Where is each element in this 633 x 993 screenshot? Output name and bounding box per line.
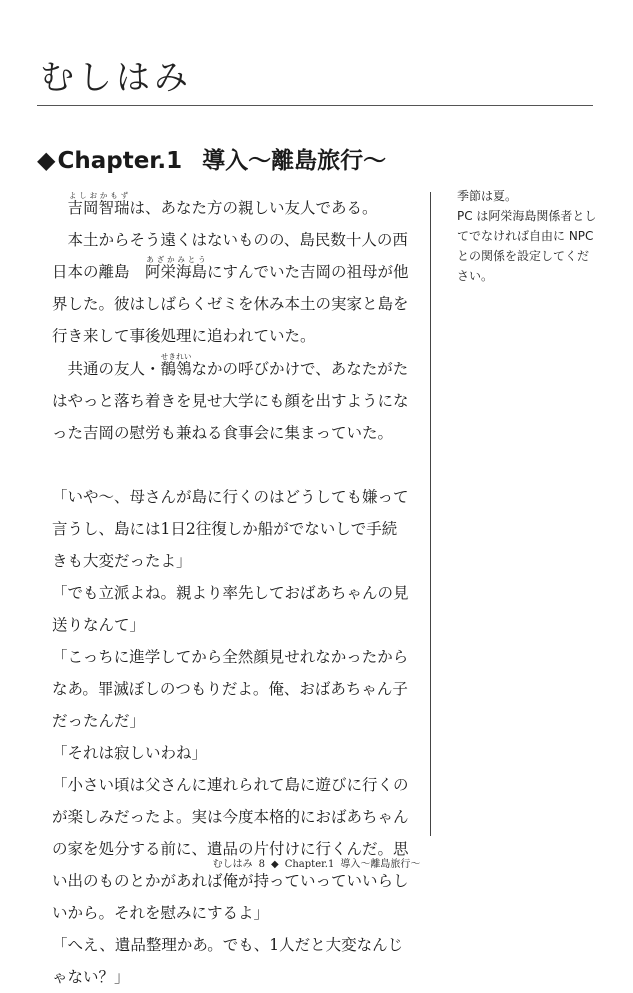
chapter-heading xyxy=(37,146,386,175)
name-yoshioka: 吉岡智瑞 xyxy=(67,199,130,217)
page-footer xyxy=(0,858,633,872)
furigana-yoshioka: よしおかもず xyxy=(67,191,130,200)
note-relations: PC は阿栄海島関係者としてでなければ自由に NPC との関係を設定してください。 xyxy=(457,209,597,283)
chapter-title: 導入～離島旅行～ xyxy=(202,148,387,174)
sidebar-divider xyxy=(430,192,431,836)
gathering-text-1: 共通の友人・ xyxy=(67,360,161,378)
book-title: むしはみ xyxy=(40,58,192,98)
ruby-island xyxy=(145,255,208,281)
gathering-text-2: なかの呼びかけで、あなたがたはやっと落ち着きを見せ大学にも顔を出すようになった吉岡の慰労も兼ねる食事会に集まっていた。 xyxy=(52,360,409,442)
dialogue-line: 「小さい頃は父さんに連れられて島に遊びに行くのが楽しみだったよ。実は今度本格的におばあちゃんの家を処分する前に、遺品の片付けに行くんだ。思い出のものとかがあれば俺が持っていっていいらしいから。それを慰みにするよ」 xyxy=(52,776,409,922)
sidebar-note xyxy=(457,186,597,286)
paragraph-background xyxy=(52,224,412,352)
ruby-sekirei xyxy=(160,352,192,378)
furigana-island: あざかみとう xyxy=(145,255,208,264)
main-text xyxy=(52,191,412,993)
diamond-icon: ◆ xyxy=(37,146,56,174)
dialogue-line: 「でも立派よね。親より率先しておばあちゃんの見送りなんて」 xyxy=(52,584,409,634)
dialogue-line: 「こっちに進学してから全然顔見せれなかったからなあ。罪滅ぼしのつもりだよ。俺、おばあちゃん子だったんだ」 xyxy=(52,648,409,730)
paragraph-gap xyxy=(52,449,412,481)
ruby-name-yoshioka xyxy=(67,191,130,217)
background-text-2: にすんでいた吉岡の祖母が他界した。彼はしばらくゼミを休み本土の実家と島を行き来して事後処理に追われていた。 xyxy=(52,263,409,345)
footer-chapter-title: 導入～離島旅行～ xyxy=(340,859,421,870)
footer-diamond-icon: ◆ xyxy=(271,859,279,870)
furigana-sekirei: せきれい xyxy=(160,352,192,361)
page-number: 8 xyxy=(258,859,266,870)
dialogue-line: 「それは寂しいわね」 xyxy=(52,744,208,762)
intro-text: は、あなた方の親しい友人である。 xyxy=(129,199,378,217)
chapter-number: Chapter.1 xyxy=(57,148,183,174)
dialogue-line: 「いや～、母さんが島に行くのはどうしても嫌って言うし、島には1日2往復しか船がでないしで手続きも大変だったよ」 xyxy=(52,488,409,570)
footer-chapter-number: Chapter.1 xyxy=(284,859,335,870)
paragraph-intro xyxy=(52,191,412,224)
dialogue-line: 「へえ、遺品整理かあ。でも、1人だと大変なんじゃない？」 xyxy=(52,936,404,986)
note-season: 季節は夏。 xyxy=(457,189,518,203)
island-name: 阿栄海島 xyxy=(145,263,208,281)
footer-book-title: むしはみ xyxy=(212,859,253,870)
title-divider xyxy=(37,105,593,106)
name-sekirei: 鶺鴒 xyxy=(160,360,192,378)
paragraph-gathering xyxy=(52,352,412,449)
background-text-1: 本土からそう遠くはないものの、島民数十人の西日本の離島 xyxy=(52,231,408,281)
